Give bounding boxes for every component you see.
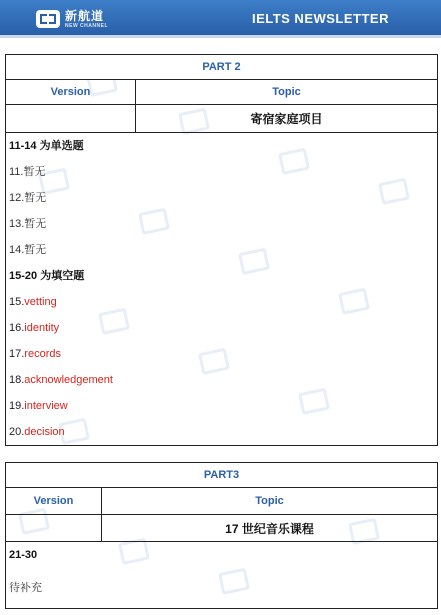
list-item (6, 263, 437, 289)
part3-title: PART3 (6, 463, 438, 488)
pending-note: 待补充 (9, 582, 42, 594)
answer-number: 15. (9, 296, 25, 308)
answer-number: 20. (9, 426, 25, 438)
answer-number: 17. (9, 348, 25, 360)
answer-text: decision (24, 426, 65, 438)
list-item (6, 237, 437, 263)
answer-text: vetting (24, 296, 57, 308)
part2-table (5, 54, 438, 446)
part2-version-value (6, 105, 136, 133)
answer-number: 11-14 为单选题 (9, 140, 84, 152)
answer-number: 15-20 为填空题 (9, 270, 85, 282)
part2-topic-header: Topic (136, 80, 438, 105)
answer-number: 19. (9, 400, 25, 412)
list-item (6, 419, 437, 445)
list-item (6, 133, 437, 159)
answer-number: 12. (9, 192, 25, 204)
answer-number: 13. (9, 218, 25, 230)
part2-topic-value: 寄宿家庭项目 (136, 105, 438, 133)
brand-logo (36, 8, 108, 30)
answer-text: records (24, 348, 61, 360)
list-item (6, 211, 437, 237)
list-item (6, 159, 437, 185)
newsletter-header (0, 0, 441, 38)
logo-chinese-name: 新航道 (65, 8, 105, 23)
list-item (6, 367, 437, 393)
answer-text: 暂无 (24, 244, 47, 256)
part3-topic-value: 17 世纪音乐课程 (102, 515, 438, 542)
part2-title: PART 2 (6, 55, 438, 80)
answer-range: 21-30 (9, 549, 38, 561)
part3-version-header: Version (6, 488, 102, 515)
answer-number: 14. (9, 244, 25, 256)
answer-number: 11. (9, 166, 24, 178)
answer-text: interview (24, 400, 68, 412)
logo-mark-icon (36, 10, 60, 28)
part3-table (5, 462, 438, 609)
answer-text: 暂无 (24, 218, 47, 230)
part3-answers (6, 542, 438, 609)
answer-text: acknowledgement (24, 374, 113, 386)
part2-answers (6, 133, 438, 446)
logo-english-name: NEW CHANNEL (65, 22, 108, 29)
list-item (6, 315, 437, 341)
answer-text: 暂无 (24, 192, 47, 204)
part2-version-header: Version (6, 80, 136, 105)
newsletter-title: IELTS NEWSLETTER (251, 11, 389, 26)
list-item (6, 289, 437, 315)
answer-number: 16. (9, 322, 25, 334)
answer-number: 18. (9, 374, 25, 386)
answer-text: identity (24, 322, 60, 334)
answer-text: 暂无 (23, 166, 46, 178)
part3-topic-header: Topic (102, 488, 438, 515)
list-item (6, 393, 437, 419)
list-item (6, 341, 437, 367)
part3-version-value (6, 515, 102, 542)
list-item (6, 185, 437, 211)
